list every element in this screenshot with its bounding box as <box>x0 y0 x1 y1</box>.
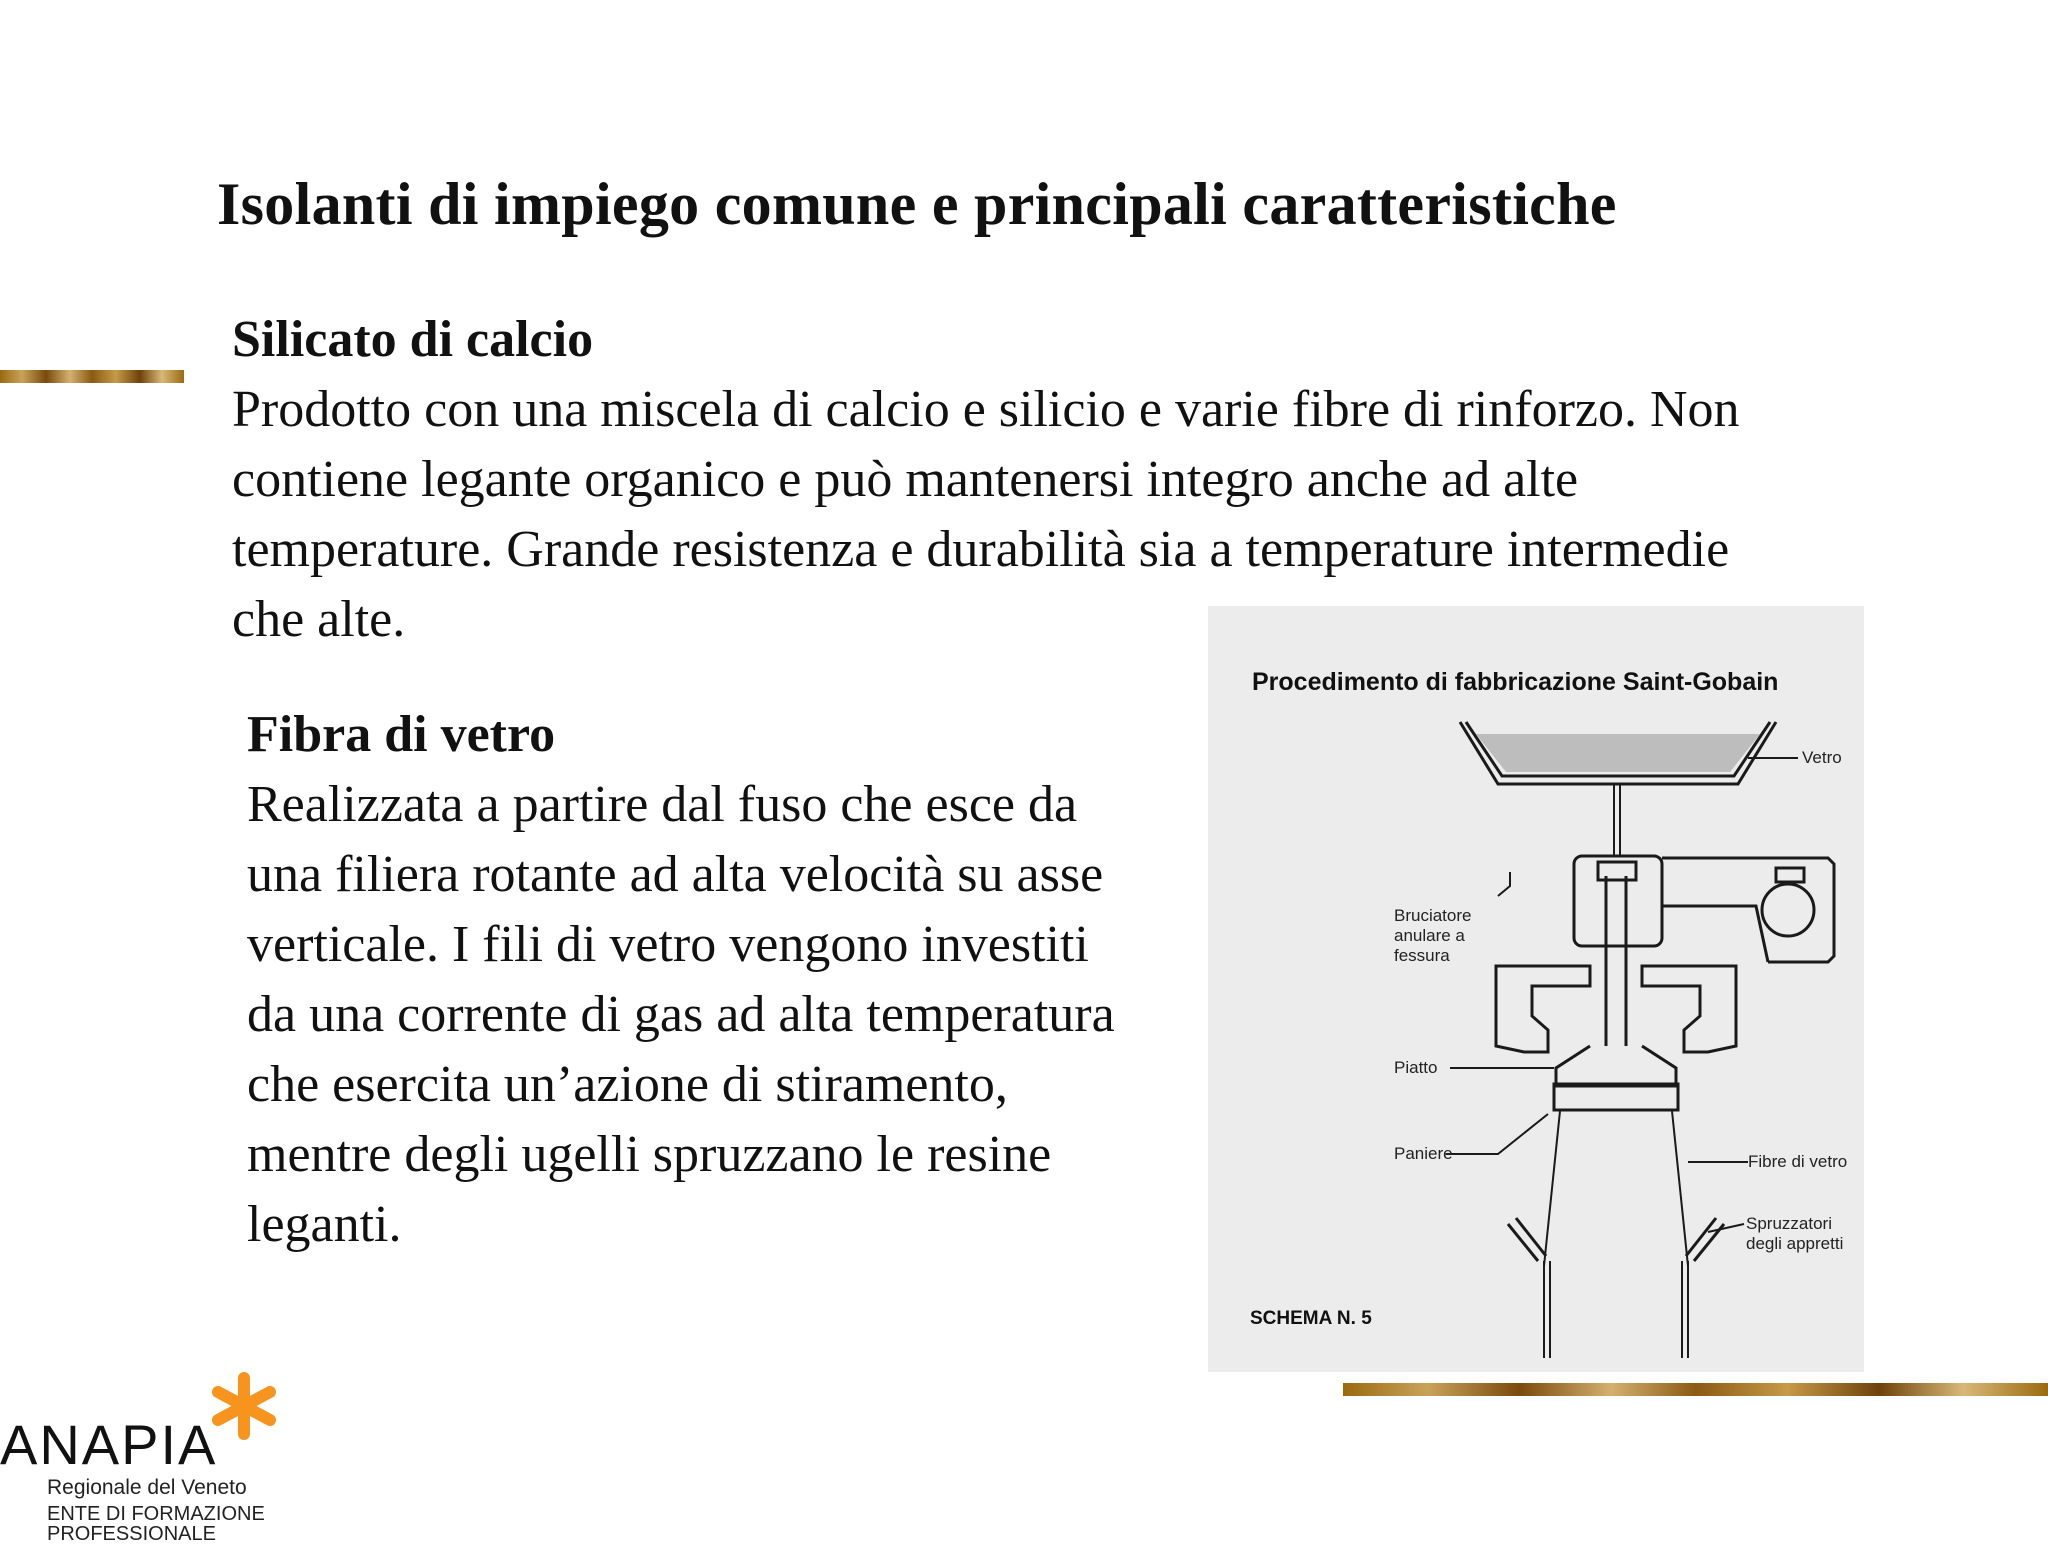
logo-wordmark: ANAPIA <box>0 1413 218 1476</box>
decorative-bar-right <box>1343 1383 2048 1396</box>
label-bruciatore: Bruciatore anulare a fessura <box>1394 906 1472 965</box>
slide-title: Isolanti di impiego comune e principali caratteristiche <box>217 171 1617 237</box>
section-body: Prodotto con una miscela di calcio e silicio e varie fibre di rinforzo. Non contiene legante organico e può mantenersi integro anche ad alte temperature. Grande resistenza e durabilità sia a temperature intermedie che alte. <box>232 381 1740 648</box>
label-vetro: Vetro <box>1802 748 1842 767</box>
section-body: Realizzata a partire dal fuso che esce da una filiera rotante ad alta velocità su asse verticale. I fili di vetro vengono investiti da una corrente di gas ad alta temperatura che esercita un’azione di stiramento, mentre degli ugelli spruzzano le resine leganti. <box>247 776 1115 1253</box>
label-fibre: Fibre di vetro <box>1748 1152 1848 1171</box>
label-piatto: Piatto <box>1394 1058 1438 1077</box>
logo-region: Regionale del Veneto <box>47 1476 247 1499</box>
logo-subtitle: ENTE DI FORMAZIONE PROFESSIONALE <box>47 1503 265 1545</box>
section-heading: Silicato di calcio <box>232 311 594 368</box>
figure-title: Procedimento di fabbricazione Saint-Gobain <box>1252 668 1779 696</box>
section-fibra-vetro <box>247 700 1127 1260</box>
section-silicato <box>232 305 1812 655</box>
process-diagram <box>1208 606 1864 1372</box>
label-paniere: Paniere <box>1394 1144 1453 1163</box>
anapia-logo <box>0 1368 300 1545</box>
figure-schema-number: SCHEMA N. 5 <box>1250 1308 1372 1329</box>
section-heading: Fibra di vetro <box>247 706 556 763</box>
logo-star-icon <box>208 1370 280 1442</box>
decorative-bar-left <box>0 370 184 383</box>
fiberglass-process-figure <box>1208 606 1864 1372</box>
label-spruzzatori: Spruzzatori degli appretti <box>1746 1214 1844 1253</box>
